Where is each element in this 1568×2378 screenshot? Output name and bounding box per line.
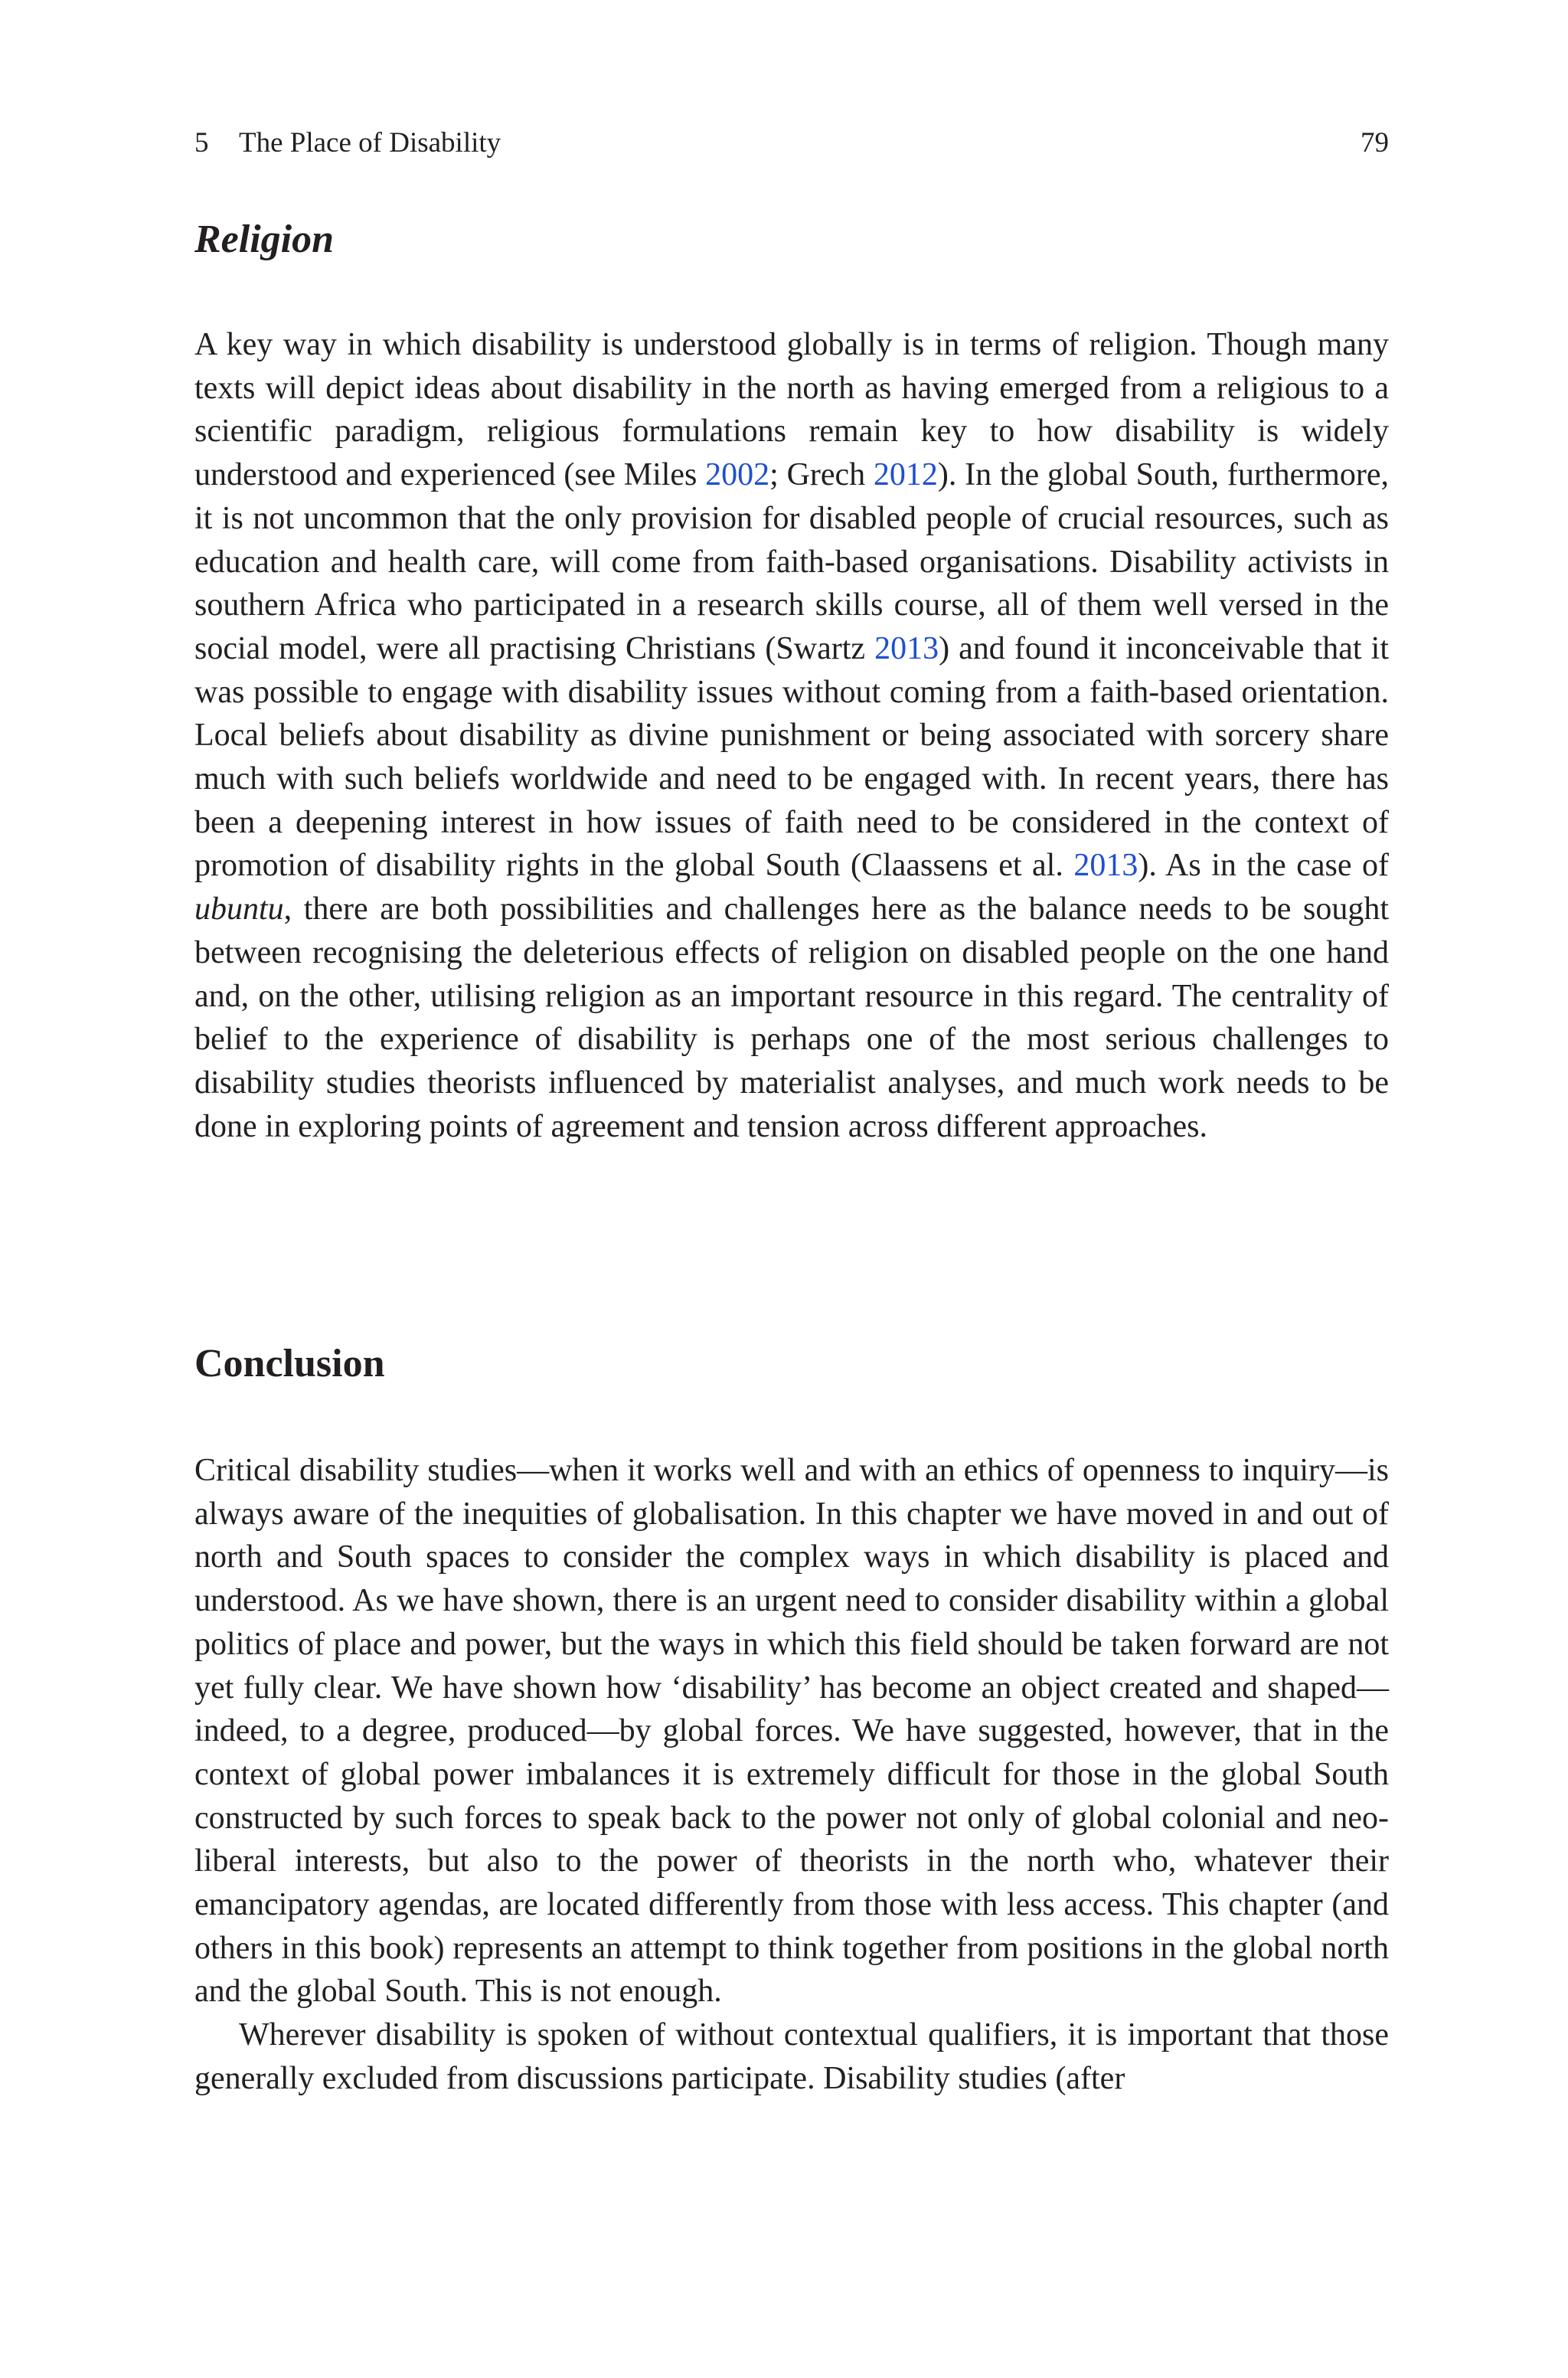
chapter-number: 5 (194, 127, 209, 159)
citation-link-claassens-2013[interactable]: 2013 (1073, 848, 1138, 884)
section-heading-conclusion: Conclusion (194, 1342, 385, 1385)
chapter-title: The Place of Disability (239, 127, 501, 159)
text-run: ). As in the case of (1138, 848, 1389, 884)
page-number: 79 (1361, 127, 1389, 159)
text-run: A key way in which disability is understood globally is in terms of religion. Though many texts will depict ideas about disability in the north as having emerged from a religious to a scientific paradigm, religious formulations remain key to how disability is widely understood and experienced (see Miles (194, 327, 1389, 493)
text-run: ) and found it inconceivable that it was possible to engage with disability issues without coming from a faith-based orientation. Local beliefs about disability as divine punishment or being associated with sorcery share much with such beliefs worldwide and need to be engaged with. In recent years, there has been a deepening interest in how issues of faith need to be considered in the context of promotion of disability rights in the global South (Claassens et al. (194, 630, 1389, 884)
text-run: ). In the global South, furthermore, it is not uncommon that the only provision for disabled people of crucial resources, such as education and health care, will come from faith-based organisations. Disability activists in southern Africa who participated in a research skills course, all of them well versed in the social model, were all practising Christians (Swartz (194, 457, 1389, 666)
running-head (194, 124, 1389, 162)
citation-link-miles-2002[interactable]: 2002 (705, 457, 770, 493)
section-heading-religion: Religion (194, 218, 335, 261)
italic-term-ubuntu: ubuntu (194, 891, 284, 927)
citation-link-swartz-2013[interactable]: 2013 (874, 630, 939, 666)
conclusion-section-body (194, 1449, 1389, 2101)
conclusion-paragraph-2: Wherever disability is spoken of without contextual qualifiers, it is important that those generally excluded from discussions participate. Disability studies (after (194, 2017, 1389, 2096)
conclusion-paragraph-1: Critical disability studies—when it works well and with an ethics of openness to inquiry—is always aware of the inequities of globalisation. In this chapter we have moved in and out of north and South spaces to consider the complex ways in which disability is placed and understood. As we have shown, there is an urgent need to consider disability within a global politics of place and power, but the ways in which this field should be taken forward are not yet fully clear. We have shown how ‘disability’ has become an object created and shaped—indeed, to a degree, produced—by global forces. We have suggested, however, that in the context of global power imbalances it is extremely difficult for those in the global South constructed by such forces to speak back to the power not only of global colonial and neo-liberal interests, but also to the power of theorists in the north who, whatever their emancipatory agendas, are located differently from those with less access. This chapter (and others in this book) represents an attempt to think together from positions in the global north and the global South. This is not enough. (194, 1453, 1389, 2010)
book-page (194, 0, 1389, 2378)
religion-paragraph (194, 323, 1389, 1148)
citation-link-grech-2012[interactable]: 2012 (873, 457, 938, 493)
text-run: , there are both possibilities and challenges here as the balance needs to be sought between recognising the deleterious effects of religion on disabled people on the one hand and, on the other, utilising religion as an important resource in this regard. The centrality of belief to the experience of disability is perhaps one of the most serious challenges to disability studies theorists influenced by materialist analyses, and much work needs to be done in exploring points of agreement and tension across different approaches. (194, 891, 1389, 1144)
religion-section-body (194, 323, 1389, 1148)
text-run: ; Grech (769, 457, 874, 493)
